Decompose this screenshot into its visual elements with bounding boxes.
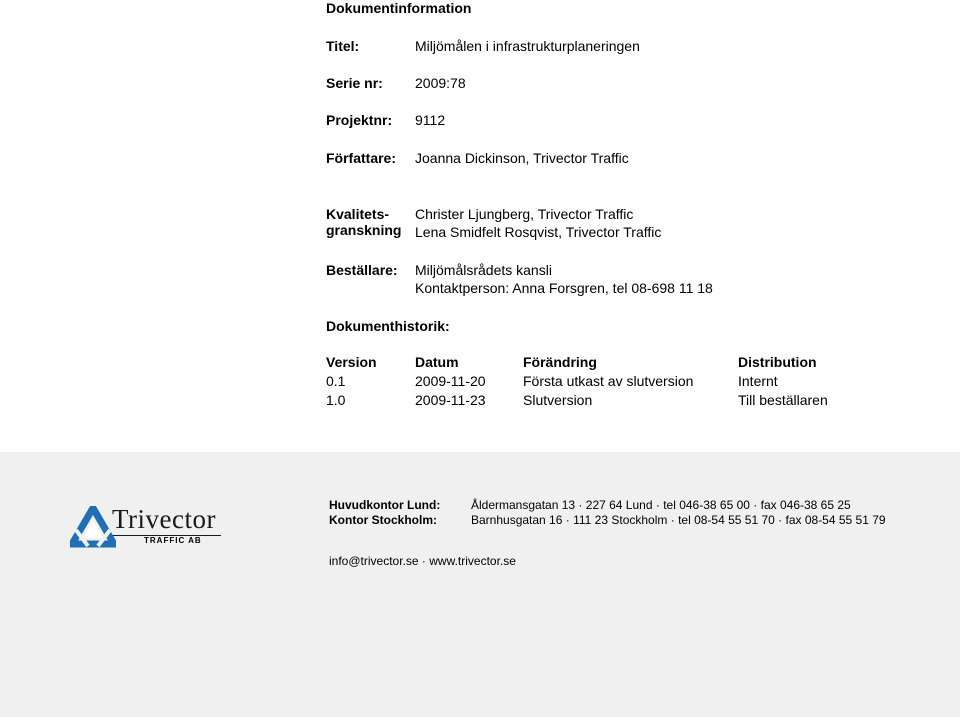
- history-row1-version: 0.1: [326, 373, 346, 389]
- trivector-logo-icon: [70, 506, 116, 548]
- history-col-distribution: Distribution: [738, 354, 817, 370]
- hq-label: Huvudkontor Lund:: [329, 498, 441, 512]
- hq-address: Åldermansgatan 13: [471, 498, 576, 512]
- logo-wordmark: Trivector: [112, 504, 216, 534]
- hq-city: 227 64 Lund: [585, 498, 653, 512]
- project-label: Projektnr:: [326, 112, 393, 128]
- history-row2-distribution: Till beställaren: [738, 392, 828, 408]
- client-label: Beställare:: [326, 262, 398, 278]
- trivector-logo: [70, 504, 230, 552]
- stockholm-phone: tel 08-54 55 51 70: [678, 513, 775, 527]
- document-info-heading: Dokumentinformation: [326, 0, 472, 16]
- footer-band: [0, 452, 960, 717]
- series-label: Serie nr:: [326, 75, 383, 91]
- history-row1-date: 2009-11-20: [415, 373, 486, 389]
- history-row1-change: Första utkast av slutversion: [523, 373, 694, 389]
- website-link[interactable]: www.trivector.se: [429, 554, 516, 568]
- history-row2-change: Slutversion: [523, 392, 593, 408]
- history-row2-version: 1.0: [326, 392, 346, 408]
- series-value: 2009:78: [415, 75, 466, 91]
- project-value: 9112: [415, 112, 446, 128]
- quality-review-label-line2: granskning: [326, 222, 402, 238]
- history-heading: Dokumenthistorik:: [326, 318, 450, 334]
- stockholm-city: 111 23 Stockholm: [573, 513, 668, 527]
- author-label: Författare:: [326, 150, 397, 166]
- contact-links: info@trivector.se · www.trivector.se: [329, 554, 516, 568]
- stockholm-fax: fax 08-54 55 51 79: [785, 513, 886, 527]
- hq-details: Åldermansgatan 13 · 227 64 Lund · tel 046-38 65 00 · fax 046-38 65 25: [471, 498, 851, 512]
- author-value: Joanna Dickinson, Trivector Traffic: [415, 150, 629, 166]
- title-value: Miljömålen i infrastrukturplaneringen: [415, 38, 640, 54]
- title-label: Titel:: [326, 38, 360, 54]
- history-row2-date: 2009-11-23: [415, 392, 486, 408]
- history-col-version: Version: [326, 354, 377, 370]
- quality-reviewer-2: Lena Smidfelt Rosqvist, Trivector Traffic: [415, 224, 662, 240]
- quality-reviewer-1: Christer Ljungberg, Trivector Traffic: [415, 206, 634, 222]
- client-contact: Kontaktperson: Anna Forsgren, tel 08-698 11 18: [415, 280, 713, 296]
- email-link[interactable]: info@trivector.se: [329, 554, 419, 568]
- hq-phone: tel 046-38 65 00: [663, 498, 750, 512]
- history-row1-distribution: Internt: [738, 373, 778, 389]
- quality-review-label-line1: Kvalitets-: [326, 206, 390, 222]
- logo-subtitle: TRAFFIC AB: [144, 536, 202, 545]
- stockholm-details: Barnhusgatan 16 · 111 23 Stockholm · tel 08-54 55 51 70 · fax 08-54 55 51 79: [471, 513, 886, 527]
- history-col-date: Datum: [415, 354, 459, 370]
- client-value: Miljömålsrådets kansli: [415, 262, 552, 278]
- history-col-change: Förändring: [523, 354, 597, 370]
- hq-fax: fax 046-38 65 25: [760, 498, 851, 512]
- stockholm-address: Barnhusgatan 16: [471, 513, 563, 527]
- stockholm-label: Kontor Stockholm:: [329, 513, 437, 527]
